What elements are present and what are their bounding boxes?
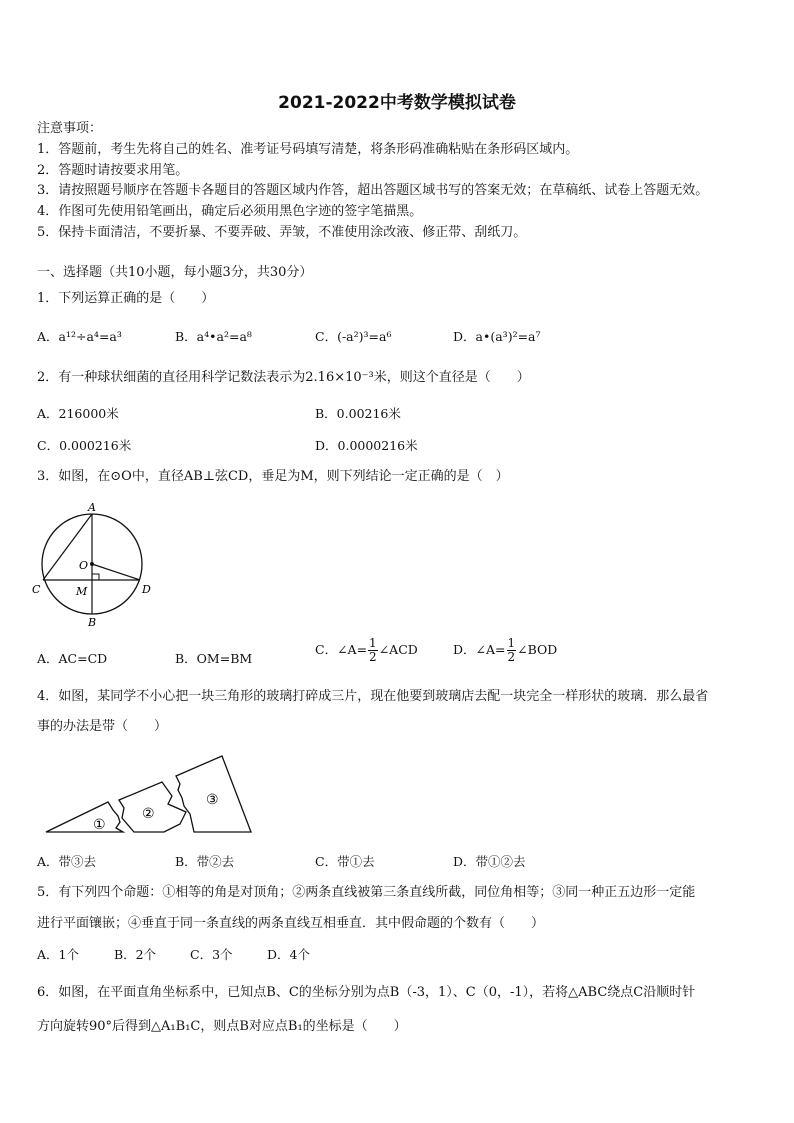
q3-option-c-prefix: C．∠A= xyxy=(315,642,368,657)
fraction-half xyxy=(368,637,378,664)
question-5-stem-line2: 进行平面镶嵌；④垂直于同一条直线的两条直线互相垂直．其中假命题的个数有（ ） xyxy=(37,916,545,931)
q3-option-d-suffix: ∠BOD xyxy=(517,642,558,657)
q4-option-d: D．带①②去 xyxy=(453,854,526,869)
question-1-stem: 1．下列运算正确的是（ ） xyxy=(37,291,215,306)
q3-option-d xyxy=(453,637,557,664)
question-4-stem-line2: 事的办法是带（ ） xyxy=(37,719,168,734)
notice-item: 3．请按照题号顺序在答题卡各题目的答题区域内作答，超出答题区域书写的答案无效；在草稿纸、试卷上答题无效。 xyxy=(37,183,709,198)
question-3-stem: 3．如图，在⊙O中，直径AB⊥弦CD，垂足为M，则下列结论一定正确的是（ ） xyxy=(37,469,509,484)
q3-option-d-prefix: D．∠A= xyxy=(453,642,506,657)
circle-diagram xyxy=(30,498,160,633)
q4-option-a: A．带③去 xyxy=(37,854,97,869)
label-c: C xyxy=(32,583,41,596)
notice-item: 2．答题时请按要求用笔。 xyxy=(37,163,189,178)
q5-option-a: A．1个 xyxy=(37,947,79,962)
question-2-stem: 2．有一种球状细菌的直径用科学记数法表示为2.16×10⁻³米，则这个直径是（ ） xyxy=(37,370,530,385)
notice-item: 1．答题前，考生先将自己的姓名、准考证号码填写清楚，将条形码准确粘贴在条形码区域内。 xyxy=(37,142,579,157)
question-6-stem-line2: 方向旋转90°后得到△A₁B₁C，则点B对应点B₁的坐标是（ ） xyxy=(37,1019,407,1034)
q4-option-b: B．带②去 xyxy=(175,854,235,869)
label-a: A xyxy=(88,501,96,514)
q2-option-c: C．0.000216米 xyxy=(37,438,132,453)
fraction-numerator: 1 xyxy=(507,636,516,650)
question-5-stem-line1: 5．有下列四个命题：①相等的角是对顶角；②两条直线被第三条直线所截，同位角相等；③同一种正五边形一定能 xyxy=(37,885,696,900)
q3-option-c xyxy=(315,637,418,664)
notice-heading: 注意事项： xyxy=(37,121,103,136)
q1-option-c: C．(-a²)³=a⁶ xyxy=(315,329,392,344)
fraction-numerator: 1 xyxy=(369,636,377,650)
q4-option-c: C．带①去 xyxy=(315,854,375,869)
question-4-stem-line1: 4．如图，某同学不小心把一块三角形的玻璃打碎成三片，现在他要到玻璃店去配一块完全一样形状的玻璃．那么最省 xyxy=(37,689,709,704)
q2-option-b: B．0.00216米 xyxy=(315,406,401,421)
label-b: B xyxy=(88,616,97,629)
q5-option-d: D．4个 xyxy=(267,947,310,962)
q1-option-b: B．a⁴•a²=a⁸ xyxy=(175,329,252,344)
q5-option-c: C．3个 xyxy=(190,947,233,962)
label-m: M xyxy=(76,585,88,598)
piece-label-3: ③ xyxy=(206,792,219,808)
q1-option-d: D．a•(a³)²=a⁷ xyxy=(453,329,541,344)
question-6-stem-line1: 6．如图，在平面直角坐标系中，已知点B、C的坐标分别为点B（-3，1）、C（0，-1），若将△ABC绕点C沿顺时针 xyxy=(37,985,696,1000)
q1-option-a: A．a¹²÷a⁴=a³ xyxy=(37,329,122,344)
piece-label-1: ① xyxy=(93,817,106,833)
notice-item: 4．作图可先使用铅笔画出，确定后必须用黑色字迹的签字笔描黑。 xyxy=(37,204,423,219)
section-heading: 一、选择题（共10小题，每小题3分，共30分） xyxy=(37,265,313,280)
notice-item: 5．保持卡面清洁，不要折暴、不要弄破、弄皱，不准使用涂改液、修正带、刮纸刀。 xyxy=(37,225,527,240)
q3-option-c-suffix: ∠ACD xyxy=(378,642,418,657)
piece-label-2: ② xyxy=(142,806,155,822)
broken-glass-diagram xyxy=(40,752,260,840)
q3-option-b: B．OM=BM xyxy=(175,651,253,666)
q3-option-a: A．AC=CD xyxy=(37,651,108,666)
fraction-half xyxy=(507,637,517,664)
fraction-denominator: 2 xyxy=(369,650,377,664)
page-title: 2021-2022中考数学模拟试卷 xyxy=(278,93,516,113)
label-o: O xyxy=(79,559,89,572)
q2-option-d: D．0.0000216米 xyxy=(315,438,418,453)
q2-option-a: A．216000米 xyxy=(37,406,119,421)
fraction-denominator: 2 xyxy=(507,650,516,664)
label-d: D xyxy=(142,583,151,596)
q5-option-b: B．2个 xyxy=(114,947,157,962)
